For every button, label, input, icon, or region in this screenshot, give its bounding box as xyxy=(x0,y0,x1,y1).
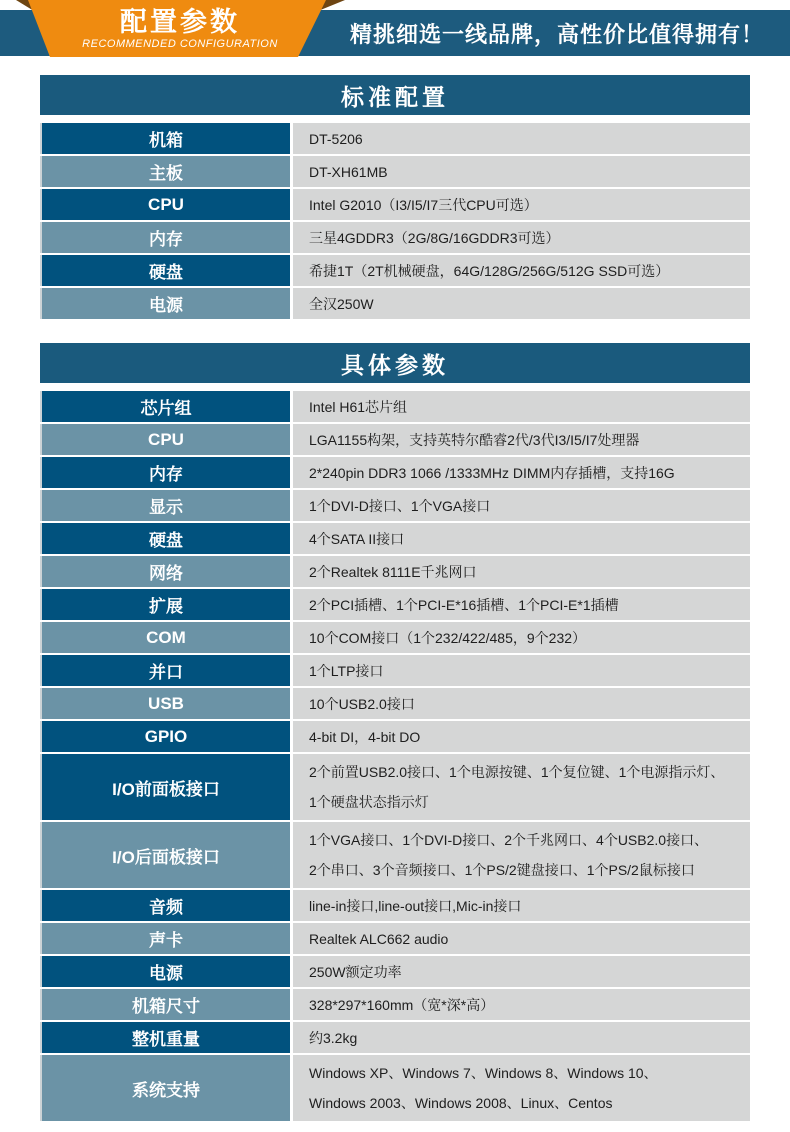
row-value xyxy=(293,490,750,521)
row-label: 机箱 xyxy=(40,123,290,154)
row-value xyxy=(293,890,750,921)
row-value xyxy=(293,123,750,154)
row-value xyxy=(293,822,750,888)
table-row xyxy=(40,288,750,319)
row-value xyxy=(293,523,750,554)
table-row xyxy=(40,490,750,521)
row-value xyxy=(293,923,750,954)
table-row xyxy=(40,123,750,154)
row-value xyxy=(293,721,750,752)
row-value-line: 约3.2kg xyxy=(309,1029,358,1046)
table-row xyxy=(40,523,750,554)
section-standard-config xyxy=(40,75,750,319)
row-value-line: DT-5206 xyxy=(309,130,363,147)
table-row xyxy=(40,989,750,1020)
row-value-line: 4个SATA II接口 xyxy=(309,530,405,547)
row-value-line: 三星4GDDR3（2G/8G/16GDDR3可选） xyxy=(309,229,560,246)
row-label: 内存 xyxy=(40,222,290,253)
row-label: 网络 xyxy=(40,556,290,587)
row-value xyxy=(293,391,750,422)
row-value-line: 2*240pin DDR3 1066 /1333MHz DIMM内存插槽，支持16G xyxy=(309,464,675,481)
row-value-line: Intel H61芯片组 xyxy=(309,398,408,415)
row-value-line: 10个USB2.0接口 xyxy=(309,695,415,712)
table-row xyxy=(40,1022,750,1053)
table-row xyxy=(40,721,750,752)
table-row xyxy=(40,391,750,422)
row-label: 硬盘 xyxy=(40,255,290,286)
row-label: COM xyxy=(40,622,290,653)
section-title-standard: 标准配置 xyxy=(40,75,750,115)
row-label: 显示 xyxy=(40,490,290,521)
row-label: 芯片组 xyxy=(40,391,290,422)
row-label: 扩展 xyxy=(40,589,290,620)
table-row xyxy=(40,622,750,653)
row-value-line: 2个PCI插槽、1个PCI-E*16插槽、1个PCI-E*1插槽 xyxy=(309,596,619,613)
row-value xyxy=(293,589,750,620)
table-row xyxy=(40,556,750,587)
table-row xyxy=(40,189,750,220)
table-row xyxy=(40,1055,750,1121)
row-label: GPIO xyxy=(40,721,290,752)
page-title: 配置参数 xyxy=(120,7,240,37)
row-label: 声卡 xyxy=(40,923,290,954)
table-row xyxy=(40,424,750,455)
row-value-line: Windows XP、Windows 7、Windows 8、Windows 10、 xyxy=(309,1065,658,1081)
row-label: 机箱尺寸 xyxy=(40,989,290,1020)
row-value xyxy=(293,457,750,488)
row-value-line: 10个COM接口（1个232/422/485，9个232） xyxy=(309,629,587,646)
row-value xyxy=(293,655,750,686)
table-row xyxy=(40,655,750,686)
row-label: 内存 xyxy=(40,457,290,488)
row-label: USB xyxy=(40,688,290,719)
row-value-line: Intel G2010（I3/I5/I7三代CPU可选） xyxy=(309,196,538,213)
row-label: 电源 xyxy=(40,956,290,987)
row-label: CPU xyxy=(40,189,290,220)
row-value-line: 2个前置USB2.0接口、1个电源按键、1个复位键、1个电源指示灯、 xyxy=(309,764,725,780)
ribbon-titles xyxy=(40,0,320,57)
row-label: 并口 xyxy=(40,655,290,686)
row-value xyxy=(293,688,750,719)
row-value xyxy=(293,1055,750,1121)
row-value xyxy=(293,1022,750,1053)
table-row xyxy=(40,890,750,921)
row-value-line: Windows 2003、Windows 2008、Linux、Centos xyxy=(309,1095,613,1111)
detail-params-table xyxy=(40,391,750,1121)
row-value xyxy=(293,288,750,319)
row-value xyxy=(293,989,750,1020)
row-value xyxy=(293,754,750,820)
row-value-line: line-in接口,line-out接口,Mic-in接口 xyxy=(309,897,522,914)
title-ribbon xyxy=(0,0,360,57)
row-label: I/O后面板接口 xyxy=(40,822,290,888)
row-value-line: 1个LTP接口 xyxy=(309,662,384,679)
row-label: 音频 xyxy=(40,890,290,921)
row-value-line: LGA1155构架，支持英特尔酷睿2代/3代I3/I5/I7处理器 xyxy=(309,431,640,448)
row-value-line: 1个硬盘状态指示灯 xyxy=(309,794,429,810)
table-row xyxy=(40,156,750,187)
table-row xyxy=(40,923,750,954)
row-value-line: Realtek ALC662 audio xyxy=(309,930,449,947)
standard-config-table xyxy=(40,123,750,319)
page-subtitle: RECOMMENDED CONFIGURATION xyxy=(82,38,278,50)
row-label: 硬盘 xyxy=(40,523,290,554)
row-value-line: 希捷1T（2T机械硬盘，64G/128G/256G/512G SSD可选） xyxy=(309,262,670,279)
row-value xyxy=(293,222,750,253)
section-detail-params xyxy=(40,343,750,1121)
row-label: 系统支持 xyxy=(40,1055,290,1121)
row-label: 电源 xyxy=(40,288,290,319)
table-row xyxy=(40,255,750,286)
row-value-line: 1个VGA接口、1个DVI-D接口、2个千兆网口、4个USB2.0接口、 xyxy=(309,832,709,848)
row-value-line: 2个Realtek 8111E千兆网口 xyxy=(309,563,477,580)
table-row xyxy=(40,754,750,820)
row-value-line: 2个串口、3个音频接口、1个PS/2键盘接口、1个PS/2鼠标接口 xyxy=(309,862,695,878)
table-row xyxy=(40,956,750,987)
section-title-detail: 具体参数 xyxy=(40,343,750,383)
row-value-line: 4-bit DI，4-bit DO xyxy=(309,728,421,745)
table-row xyxy=(40,688,750,719)
row-value xyxy=(293,156,750,187)
row-value xyxy=(293,622,750,653)
row-value-line: 全汉250W xyxy=(309,295,374,312)
row-value xyxy=(293,556,750,587)
row-label: I/O前面板接口 xyxy=(40,754,290,820)
row-value xyxy=(293,424,750,455)
row-value-line: 250W额定功率 xyxy=(309,963,402,980)
row-value xyxy=(293,956,750,987)
row-value xyxy=(293,189,750,220)
row-value-line: DT-XH61MB xyxy=(309,163,388,180)
table-row xyxy=(40,222,750,253)
row-label: 主板 xyxy=(40,156,290,187)
row-label: 整机重量 xyxy=(40,1022,290,1053)
spec-content xyxy=(40,75,750,1123)
row-label: CPU xyxy=(40,424,290,455)
banner-slogan: 精挑细选一线品牌，高性价比值得拥有！ xyxy=(349,21,764,47)
table-row xyxy=(40,589,750,620)
table-row xyxy=(40,822,750,888)
row-value-line: 1个DVI-D接口、1个VGA接口 xyxy=(309,497,491,514)
row-value xyxy=(293,255,750,286)
table-row xyxy=(40,457,750,488)
row-value-line: 328*297*160mm（宽*深*高） xyxy=(309,996,495,1013)
